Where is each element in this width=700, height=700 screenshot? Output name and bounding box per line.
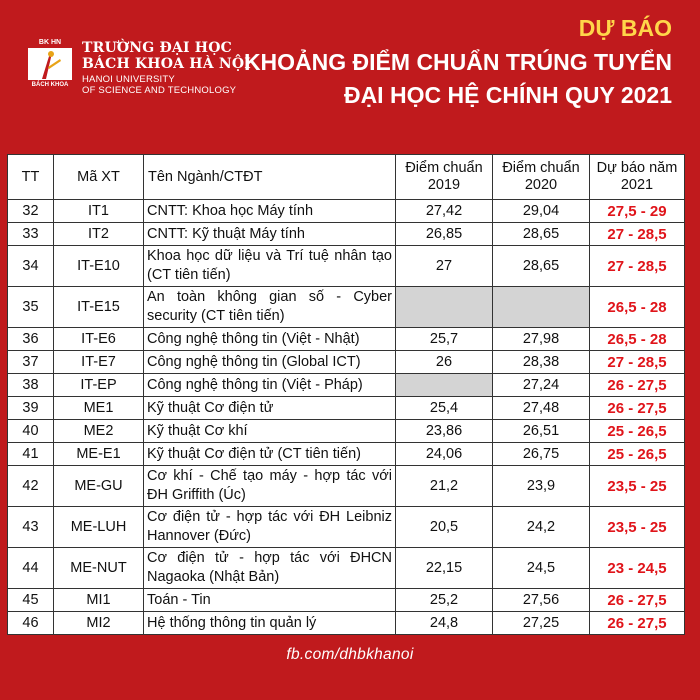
cell-prediction: 26 - 27,5 [590,374,685,397]
cell-score-2019: 22,15 [396,548,493,589]
cell-name: Khoa học dữ liệu và Trí tuệ nhân tạo (CT tiên tiến) [144,246,396,287]
cell-name: CNTT: Khoa học Máy tính [144,200,396,223]
cell-score-2019: 25,7 [396,328,493,351]
cell-name: Hệ thống thông tin quản lý [144,612,396,635]
table-row [8,612,685,635]
cell-code: ME1 [54,397,144,420]
cell-name: Kỹ thuật Cơ khí [144,420,396,443]
cell-prediction: 27 - 28,5 [590,223,685,246]
cell-tt: 38 [8,374,54,397]
cell-code: IT-EP [54,374,144,397]
cell-score-2019: 21,2 [396,466,493,507]
cell-tt: 35 [8,287,54,328]
cell-score-2019: 24,8 [396,612,493,635]
cell-code: IT-E10 [54,246,144,287]
cell-score-2019: 27,42 [396,200,493,223]
cell-tt: 32 [8,200,54,223]
cell-name: Công nghệ thông tin (Việt - Pháp) [144,374,396,397]
cell-score-2019: 27 [396,246,493,287]
cell-tt: 45 [8,589,54,612]
logo-top-text: BK HN [28,38,72,48]
table-row [8,589,685,612]
cell-score-2020: 29,04 [493,200,590,223]
cell-score-2020: 24,5 [493,548,590,589]
cell-code: ME-E1 [54,443,144,466]
cell-tt: 36 [8,328,54,351]
cell-score-2020: 28,65 [493,246,590,287]
cell-score-2020: 23,9 [493,466,590,507]
table-row [8,351,685,374]
cell-prediction: 26,5 - 28 [590,287,685,328]
cell-code: MI2 [54,612,144,635]
table-row [8,287,685,328]
header-score-2020: Điểm chuẩn 2020 [493,155,590,200]
cell-score-2020: 27,56 [493,589,590,612]
table-row [8,374,685,397]
cell-prediction: 27,5 - 29 [590,200,685,223]
cell-code: IT1 [54,200,144,223]
torch-logo-icon [36,49,64,81]
cell-score-2019: 25,2 [396,589,493,612]
table-row [8,246,685,287]
cell-prediction: 26 - 27,5 [590,397,685,420]
header-tt: TT [8,155,54,200]
cell-name: Kỹ thuật Cơ điện tử (CT tiên tiến) [144,443,396,466]
cell-name: CNTT: Kỹ thuật Máy tính [144,223,396,246]
header-name: Tên Ngành/CTĐT [144,155,396,200]
cell-score-2019: 24,06 [396,443,493,466]
university-name-en-line2: OF SCIENCE AND TECHNOLOGY [82,85,237,96]
table-row [8,420,685,443]
table-row [8,397,685,420]
cell-score-2019-missing [396,374,493,397]
table-row [8,223,685,246]
university-name-en-line1: HANOI UNIVERSITY [82,74,175,85]
cell-prediction: 25 - 26,5 [590,443,685,466]
cell-score-2019: 26 [396,351,493,374]
cell-prediction: 26 - 27,5 [590,612,685,635]
cell-name: An toàn không gian số - Cyber security (CT tiên tiến) [144,287,396,328]
cell-score-2020: 28,38 [493,351,590,374]
cell-tt: 46 [8,612,54,635]
cell-tt: 44 [8,548,54,589]
cell-name: Công nghệ thông tin (Việt - Nhật) [144,328,396,351]
cell-score-2019-missing [396,287,493,328]
cell-score-2020: 27,98 [493,328,590,351]
facebook-link[interactable]: fb.com/dhbkhanoi [286,646,414,663]
cell-prediction: 23,5 - 25 [590,507,685,548]
title-forecast: DỰ BÁO [578,15,672,41]
cell-score-2020: 27,24 [493,374,590,397]
page-title [244,14,672,109]
cell-code: IT-E15 [54,287,144,328]
cell-tt: 43 [8,507,54,548]
cell-tt: 37 [8,351,54,374]
university-name-vn-line2: BÁCH KHOA HÀ NỘI [82,56,251,72]
cell-code: IT2 [54,223,144,246]
cell-name: Toán - Tin [144,589,396,612]
header-score-2019: Điểm chuẩn 2019 [396,155,493,200]
header-prediction-2021: Dự báo năm 2021 [590,155,685,200]
cell-prediction: 23 - 24,5 [590,548,685,589]
cell-code: ME-NUT [54,548,144,589]
cell-code: IT-E6 [54,328,144,351]
cell-tt: 33 [8,223,54,246]
cell-tt: 34 [8,246,54,287]
title-line-2: KHOẢNG ĐIỂM CHUẨN TRÚNG TUYỂN [243,49,672,75]
table-row [8,443,685,466]
cell-prediction: 26 - 27,5 [590,589,685,612]
title-line-3: ĐẠI HỌC HỆ CHÍNH QUY 2021 [343,82,672,108]
cell-name: Cơ điện tử - hợp tác với ĐH Leibniz Hannover (Đức) [144,507,396,548]
cell-code: ME-GU [54,466,144,507]
cell-prediction: 25 - 26,5 [590,420,685,443]
table-card [7,154,684,634]
cell-score-2020: 24,2 [493,507,590,548]
cell-code: IT-E7 [54,351,144,374]
cell-score-2019: 25,4 [396,397,493,420]
cell-score-2020: 26,51 [493,420,590,443]
score-table [7,154,685,635]
cell-code: ME2 [54,420,144,443]
cell-score-2020: 28,65 [493,223,590,246]
cell-tt: 39 [8,397,54,420]
cell-score-2020: 27,48 [493,397,590,420]
cell-prediction: 27 - 28,5 [590,246,685,287]
table-header-row [8,155,685,200]
table-row [8,328,685,351]
cell-score-2020-missing [493,287,590,328]
table-row [8,466,685,507]
header-code: Mã XT [54,155,144,200]
cell-tt: 40 [8,420,54,443]
university-name [82,40,251,96]
cell-score-2019: 23,86 [396,420,493,443]
logo-bottom-text: BÁCH KHOA [28,80,72,90]
cell-code: ME-LUH [54,507,144,548]
cell-tt: 41 [8,443,54,466]
cell-tt: 42 [8,466,54,507]
cell-score-2019: 26,85 [396,223,493,246]
university-name-vn-line1: TRƯỜNG ĐẠI HỌC [82,40,232,56]
table-row [8,200,685,223]
cell-code: MI1 [54,589,144,612]
table-row [8,507,685,548]
cell-prediction: 23,5 - 25 [590,466,685,507]
cell-name: Cơ điện tử - hợp tác với ĐHCN Nagaoka (Nhật Bản) [144,548,396,589]
cell-score-2019: 20,5 [396,507,493,548]
cell-name: Công nghệ thông tin (Global ICT) [144,351,396,374]
cell-prediction: 27 - 28,5 [590,351,685,374]
university-logo [26,36,74,92]
cell-prediction: 26,5 - 28 [590,328,685,351]
cell-score-2020: 27,25 [493,612,590,635]
table-row [8,548,685,589]
cell-name: Cơ khí - Chế tạo máy - hợp tác với ĐH Griffith (Úc) [144,466,396,507]
cell-score-2020: 26,75 [493,443,590,466]
cell-name: Kỹ thuật Cơ điện tử [144,397,396,420]
